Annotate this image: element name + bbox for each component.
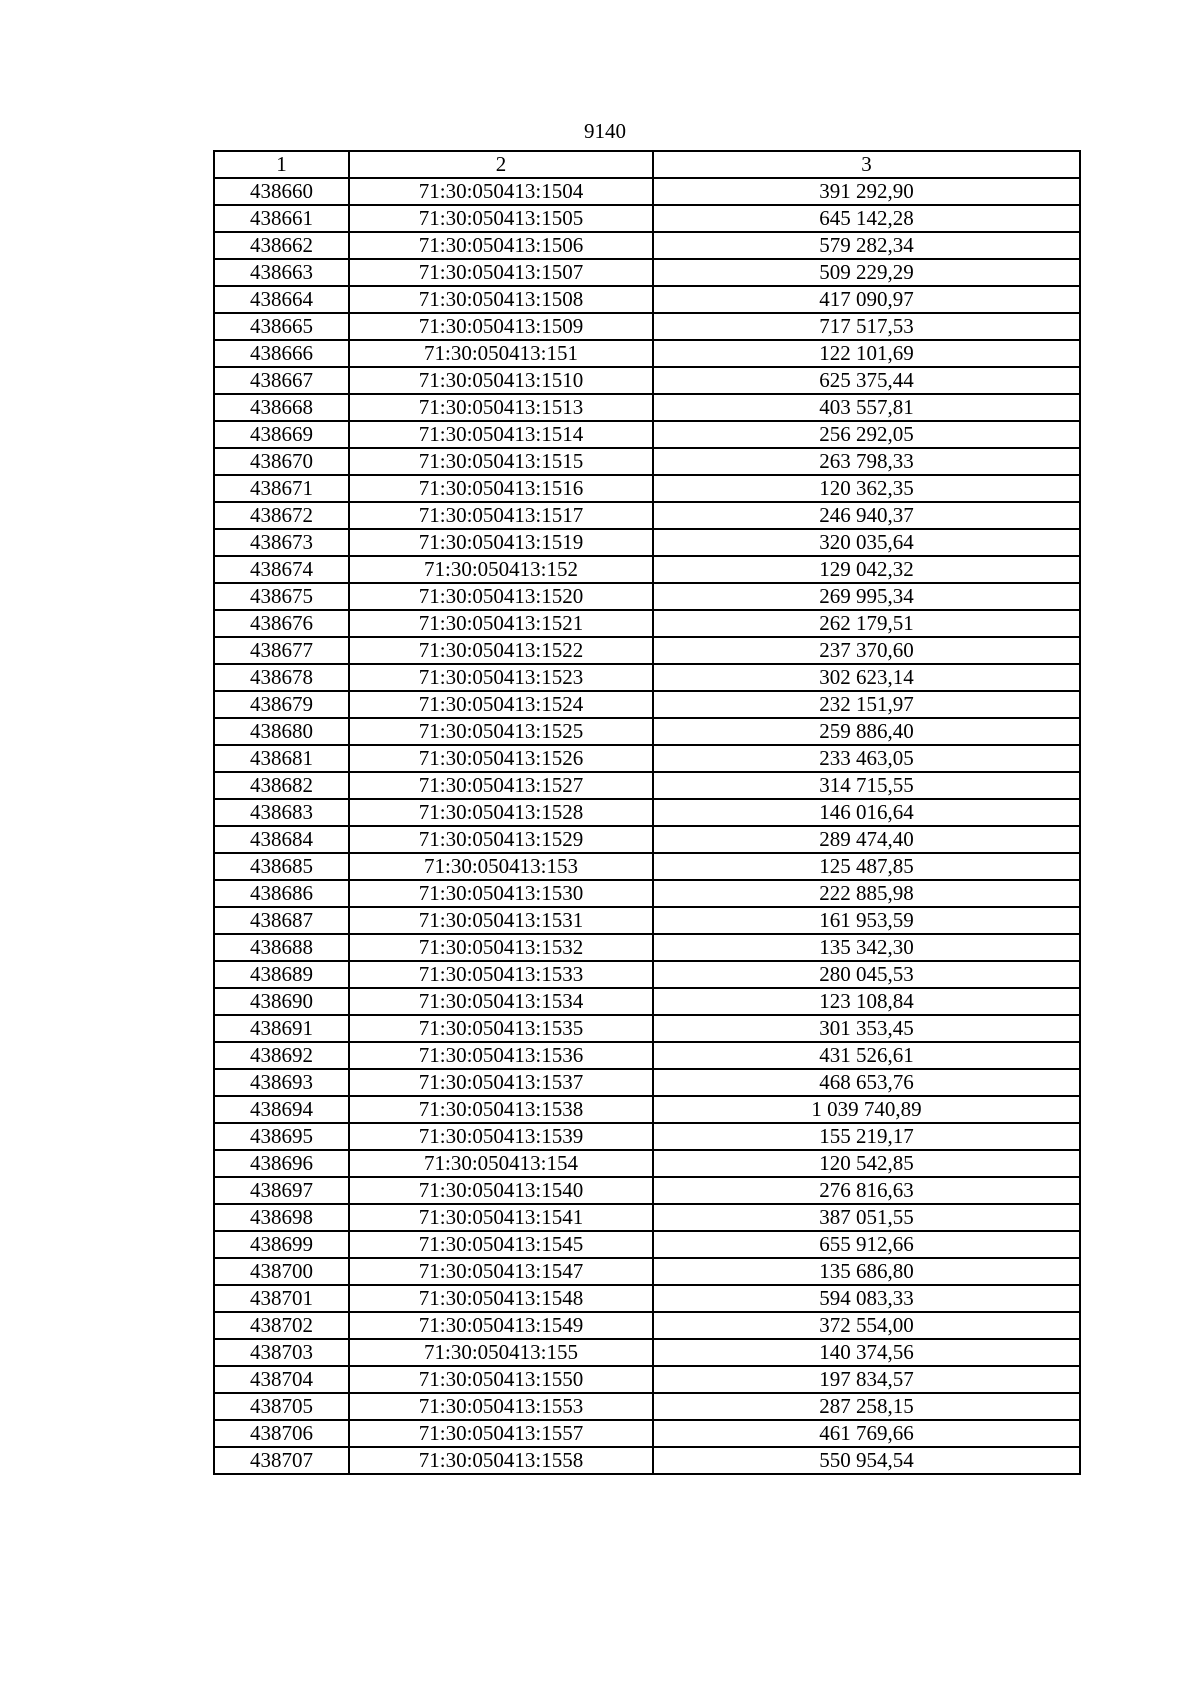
- value-cell: 129 042,32: [653, 556, 1080, 583]
- cadastral-number-cell: 71:30:050413:1537: [349, 1069, 653, 1096]
- cadastral-number-cell: 71:30:050413:1525: [349, 718, 653, 745]
- row-number-cell: 438660: [214, 178, 349, 205]
- table-header-row: [214, 151, 1080, 178]
- value-cell: 645 142,28: [653, 205, 1080, 232]
- row-number-cell: 438665: [214, 313, 349, 340]
- cadastral-value-table: [213, 150, 1081, 1475]
- cadastral-number-cell: 71:30:050413:151: [349, 340, 653, 367]
- cadastral-number-cell: 71:30:050413:1557: [349, 1420, 653, 1447]
- value-cell: 387 051,55: [653, 1204, 1080, 1231]
- row-number-cell: 438702: [214, 1312, 349, 1339]
- cadastral-number-cell: 71:30:050413:155: [349, 1339, 653, 1366]
- table-row: [214, 610, 1080, 637]
- cadastral-number-cell: 71:30:050413:1535: [349, 1015, 653, 1042]
- value-cell: 289 474,40: [653, 826, 1080, 853]
- row-number-cell: 438685: [214, 853, 349, 880]
- row-number-cell: 438680: [214, 718, 349, 745]
- value-cell: 197 834,57: [653, 1366, 1080, 1393]
- cadastral-number-cell: 71:30:050413:1538: [349, 1096, 653, 1123]
- value-cell: 233 463,05: [653, 745, 1080, 772]
- cadastral-number-cell: 71:30:050413:1530: [349, 880, 653, 907]
- value-cell: 314 715,55: [653, 772, 1080, 799]
- table-row: [214, 637, 1080, 664]
- cadastral-number-cell: 71:30:050413:1545: [349, 1231, 653, 1258]
- cadastral-number-cell: 71:30:050413:1549: [349, 1312, 653, 1339]
- table-row: [214, 1393, 1080, 1420]
- row-number-cell: 438666: [214, 340, 349, 367]
- row-number-cell: 438693: [214, 1069, 349, 1096]
- value-cell: 431 526,61: [653, 1042, 1080, 1069]
- table-row: [214, 1123, 1080, 1150]
- value-cell: 120 362,35: [653, 475, 1080, 502]
- cadastral-number-cell: 71:30:050413:1534: [349, 988, 653, 1015]
- cadastral-number-cell: 71:30:050413:1517: [349, 502, 653, 529]
- table-row: [214, 664, 1080, 691]
- value-cell: 276 816,63: [653, 1177, 1080, 1204]
- value-cell: 655 912,66: [653, 1231, 1080, 1258]
- row-number-cell: 438699: [214, 1231, 349, 1258]
- table-row: [214, 502, 1080, 529]
- table-row: [214, 421, 1080, 448]
- table-row: [214, 907, 1080, 934]
- value-cell: 625 375,44: [653, 367, 1080, 394]
- table-row: [214, 1420, 1080, 1447]
- row-number-cell: 438690: [214, 988, 349, 1015]
- value-cell: 509 229,29: [653, 259, 1080, 286]
- table-row: [214, 1204, 1080, 1231]
- table-row: [214, 313, 1080, 340]
- value-cell: 301 353,45: [653, 1015, 1080, 1042]
- table-row: [214, 718, 1080, 745]
- column-header-value: 3: [653, 151, 1080, 178]
- table-row: [214, 1150, 1080, 1177]
- table-row: [214, 529, 1080, 556]
- table-row: [214, 772, 1080, 799]
- row-number-cell: 438682: [214, 772, 349, 799]
- cadastral-number-cell: 71:30:050413:154: [349, 1150, 653, 1177]
- table-row: [214, 1096, 1080, 1123]
- value-cell: 403 557,81: [653, 394, 1080, 421]
- table-row: [214, 1312, 1080, 1339]
- value-cell: 579 282,34: [653, 232, 1080, 259]
- value-cell: 302 623,14: [653, 664, 1080, 691]
- table-row: [214, 691, 1080, 718]
- table-row: [214, 961, 1080, 988]
- cadastral-number-cell: 71:30:050413:1513: [349, 394, 653, 421]
- table-row: [214, 475, 1080, 502]
- table-row: [214, 178, 1080, 205]
- cadastral-number-cell: 71:30:050413:1526: [349, 745, 653, 772]
- row-number-cell: 438701: [214, 1285, 349, 1312]
- cadastral-number-cell: 71:30:050413:1533: [349, 961, 653, 988]
- table-row: [214, 556, 1080, 583]
- cadastral-number-cell: 71:30:050413:1515: [349, 448, 653, 475]
- table-row: [214, 1258, 1080, 1285]
- cadastral-number-cell: 71:30:050413:1532: [349, 934, 653, 961]
- cadastral-number-cell: 71:30:050413:1505: [349, 205, 653, 232]
- value-cell: 320 035,64: [653, 529, 1080, 556]
- value-cell: 123 108,84: [653, 988, 1080, 1015]
- cadastral-number-cell: 71:30:050413:1558: [349, 1447, 653, 1474]
- column-header-cadastral-number: 2: [349, 151, 653, 178]
- row-number-cell: 438687: [214, 907, 349, 934]
- row-number-cell: 438698: [214, 1204, 349, 1231]
- table-row: [214, 799, 1080, 826]
- table-row: [214, 583, 1080, 610]
- cadastral-number-cell: 71:30:050413:1514: [349, 421, 653, 448]
- value-cell: 391 292,90: [653, 178, 1080, 205]
- value-cell: 237 370,60: [653, 637, 1080, 664]
- value-cell: 550 954,54: [653, 1447, 1080, 1474]
- cadastral-number-cell: 71:30:050413:1520: [349, 583, 653, 610]
- table-row: [214, 286, 1080, 313]
- value-cell: 140 374,56: [653, 1339, 1080, 1366]
- row-number-cell: 438684: [214, 826, 349, 853]
- cadastral-number-cell: 71:30:050413:1528: [349, 799, 653, 826]
- row-number-cell: 438692: [214, 1042, 349, 1069]
- table-row: [214, 367, 1080, 394]
- table-body: [214, 178, 1080, 1474]
- cadastral-number-cell: 71:30:050413:1547: [349, 1258, 653, 1285]
- cadastral-number-cell: 71:30:050413:1540: [349, 1177, 653, 1204]
- value-cell: 468 653,76: [653, 1069, 1080, 1096]
- table-row: [214, 826, 1080, 853]
- table-row: [214, 394, 1080, 421]
- value-cell: 125 487,85: [653, 853, 1080, 880]
- value-cell: 232 151,97: [653, 691, 1080, 718]
- table-row: [214, 853, 1080, 880]
- value-cell: 717 517,53: [653, 313, 1080, 340]
- value-cell: 161 953,59: [653, 907, 1080, 934]
- table-row: [214, 340, 1080, 367]
- value-cell: 269 995,34: [653, 583, 1080, 610]
- cadastral-number-cell: 71:30:050413:1523: [349, 664, 653, 691]
- row-number-cell: 438707: [214, 1447, 349, 1474]
- cadastral-number-cell: 71:30:050413:1509: [349, 313, 653, 340]
- row-number-cell: 438668: [214, 394, 349, 421]
- table-row: [214, 1366, 1080, 1393]
- value-cell: 594 083,33: [653, 1285, 1080, 1312]
- row-number-cell: 438673: [214, 529, 349, 556]
- table-row: [214, 1015, 1080, 1042]
- row-number-cell: 438678: [214, 664, 349, 691]
- table-row: [214, 259, 1080, 286]
- table-row: [214, 988, 1080, 1015]
- value-cell: 262 179,51: [653, 610, 1080, 637]
- value-cell: 135 686,80: [653, 1258, 1080, 1285]
- row-number-cell: 438674: [214, 556, 349, 583]
- value-cell: 146 016,64: [653, 799, 1080, 826]
- row-number-cell: 438661: [214, 205, 349, 232]
- value-cell: 222 885,98: [653, 880, 1080, 907]
- value-cell: 259 886,40: [653, 718, 1080, 745]
- row-number-cell: 438683: [214, 799, 349, 826]
- cadastral-number-cell: 71:30:050413:1553: [349, 1393, 653, 1420]
- row-number-cell: 438675: [214, 583, 349, 610]
- cadastral-number-cell: 71:30:050413:1531: [349, 907, 653, 934]
- table-row: [214, 1042, 1080, 1069]
- table-row: [214, 205, 1080, 232]
- row-number-cell: 438664: [214, 286, 349, 313]
- table-row: [214, 934, 1080, 961]
- row-number-cell: 438706: [214, 1420, 349, 1447]
- value-cell: 246 940,37: [653, 502, 1080, 529]
- cadastral-number-cell: 71:30:050413:1504: [349, 178, 653, 205]
- value-cell: 417 090,97: [653, 286, 1080, 313]
- table-row: [214, 1285, 1080, 1312]
- row-number-cell: 438672: [214, 502, 349, 529]
- cadastral-number-cell: 71:30:050413:1527: [349, 772, 653, 799]
- page-number: 9140: [584, 119, 626, 143]
- row-number-cell: 438671: [214, 475, 349, 502]
- cadastral-number-cell: 71:30:050413:1521: [349, 610, 653, 637]
- cadastral-number-cell: 71:30:050413:1519: [349, 529, 653, 556]
- table-row: [214, 1339, 1080, 1366]
- value-cell: 120 542,85: [653, 1150, 1080, 1177]
- value-cell: 256 292,05: [653, 421, 1080, 448]
- row-number-cell: 438669: [214, 421, 349, 448]
- value-cell: 135 342,30: [653, 934, 1080, 961]
- cadastral-number-cell: 71:30:050413:1508: [349, 286, 653, 313]
- table-row: [214, 1447, 1080, 1474]
- value-cell: 122 101,69: [653, 340, 1080, 367]
- cadastral-number-cell: 71:30:050413:1539: [349, 1123, 653, 1150]
- cadastral-number-cell: 71:30:050413:1548: [349, 1285, 653, 1312]
- cadastral-number-cell: 71:30:050413:1550: [349, 1366, 653, 1393]
- cadastral-number-cell: 71:30:050413:1507: [349, 259, 653, 286]
- table-row: [214, 745, 1080, 772]
- row-number-cell: 438667: [214, 367, 349, 394]
- row-number-cell: 438688: [214, 934, 349, 961]
- cadastral-number-cell: 71:30:050413:1506: [349, 232, 653, 259]
- row-number-cell: 438694: [214, 1096, 349, 1123]
- row-number-cell: 438679: [214, 691, 349, 718]
- row-number-cell: 438695: [214, 1123, 349, 1150]
- cadastral-number-cell: 71:30:050413:1516: [349, 475, 653, 502]
- cadastral-number-cell: 71:30:050413:1536: [349, 1042, 653, 1069]
- row-number-cell: 438663: [214, 259, 349, 286]
- table-row: [214, 1069, 1080, 1096]
- table-row: [214, 448, 1080, 475]
- row-number-cell: 438700: [214, 1258, 349, 1285]
- value-cell: 1 039 740,89: [653, 1096, 1080, 1123]
- value-cell: 461 769,66: [653, 1420, 1080, 1447]
- value-cell: 372 554,00: [653, 1312, 1080, 1339]
- column-header-number: 1: [214, 151, 349, 178]
- row-number-cell: 438677: [214, 637, 349, 664]
- row-number-cell: 438662: [214, 232, 349, 259]
- cadastral-number-cell: 71:30:050413:153: [349, 853, 653, 880]
- cadastral-number-cell: 71:30:050413:1522: [349, 637, 653, 664]
- row-number-cell: 438696: [214, 1150, 349, 1177]
- row-number-cell: 438704: [214, 1366, 349, 1393]
- cadastral-number-cell: 71:30:050413:1510: [349, 367, 653, 394]
- table-row: [214, 1231, 1080, 1258]
- row-number-cell: 438703: [214, 1339, 349, 1366]
- row-number-cell: 438686: [214, 880, 349, 907]
- row-number-cell: 438691: [214, 1015, 349, 1042]
- cadastral-number-cell: 71:30:050413:152: [349, 556, 653, 583]
- table-row: [214, 232, 1080, 259]
- table-row: [214, 1177, 1080, 1204]
- cadastral-number-cell: 71:30:050413:1524: [349, 691, 653, 718]
- value-cell: 280 045,53: [653, 961, 1080, 988]
- row-number-cell: 438697: [214, 1177, 349, 1204]
- row-number-cell: 438689: [214, 961, 349, 988]
- row-number-cell: 438670: [214, 448, 349, 475]
- cadastral-number-cell: 71:30:050413:1541: [349, 1204, 653, 1231]
- value-cell: 155 219,17: [653, 1123, 1080, 1150]
- row-number-cell: 438705: [214, 1393, 349, 1420]
- row-number-cell: 438676: [214, 610, 349, 637]
- row-number-cell: 438681: [214, 745, 349, 772]
- table-row: [214, 880, 1080, 907]
- cadastral-number-cell: 71:30:050413:1529: [349, 826, 653, 853]
- value-cell: 263 798,33: [653, 448, 1080, 475]
- value-cell: 287 258,15: [653, 1393, 1080, 1420]
